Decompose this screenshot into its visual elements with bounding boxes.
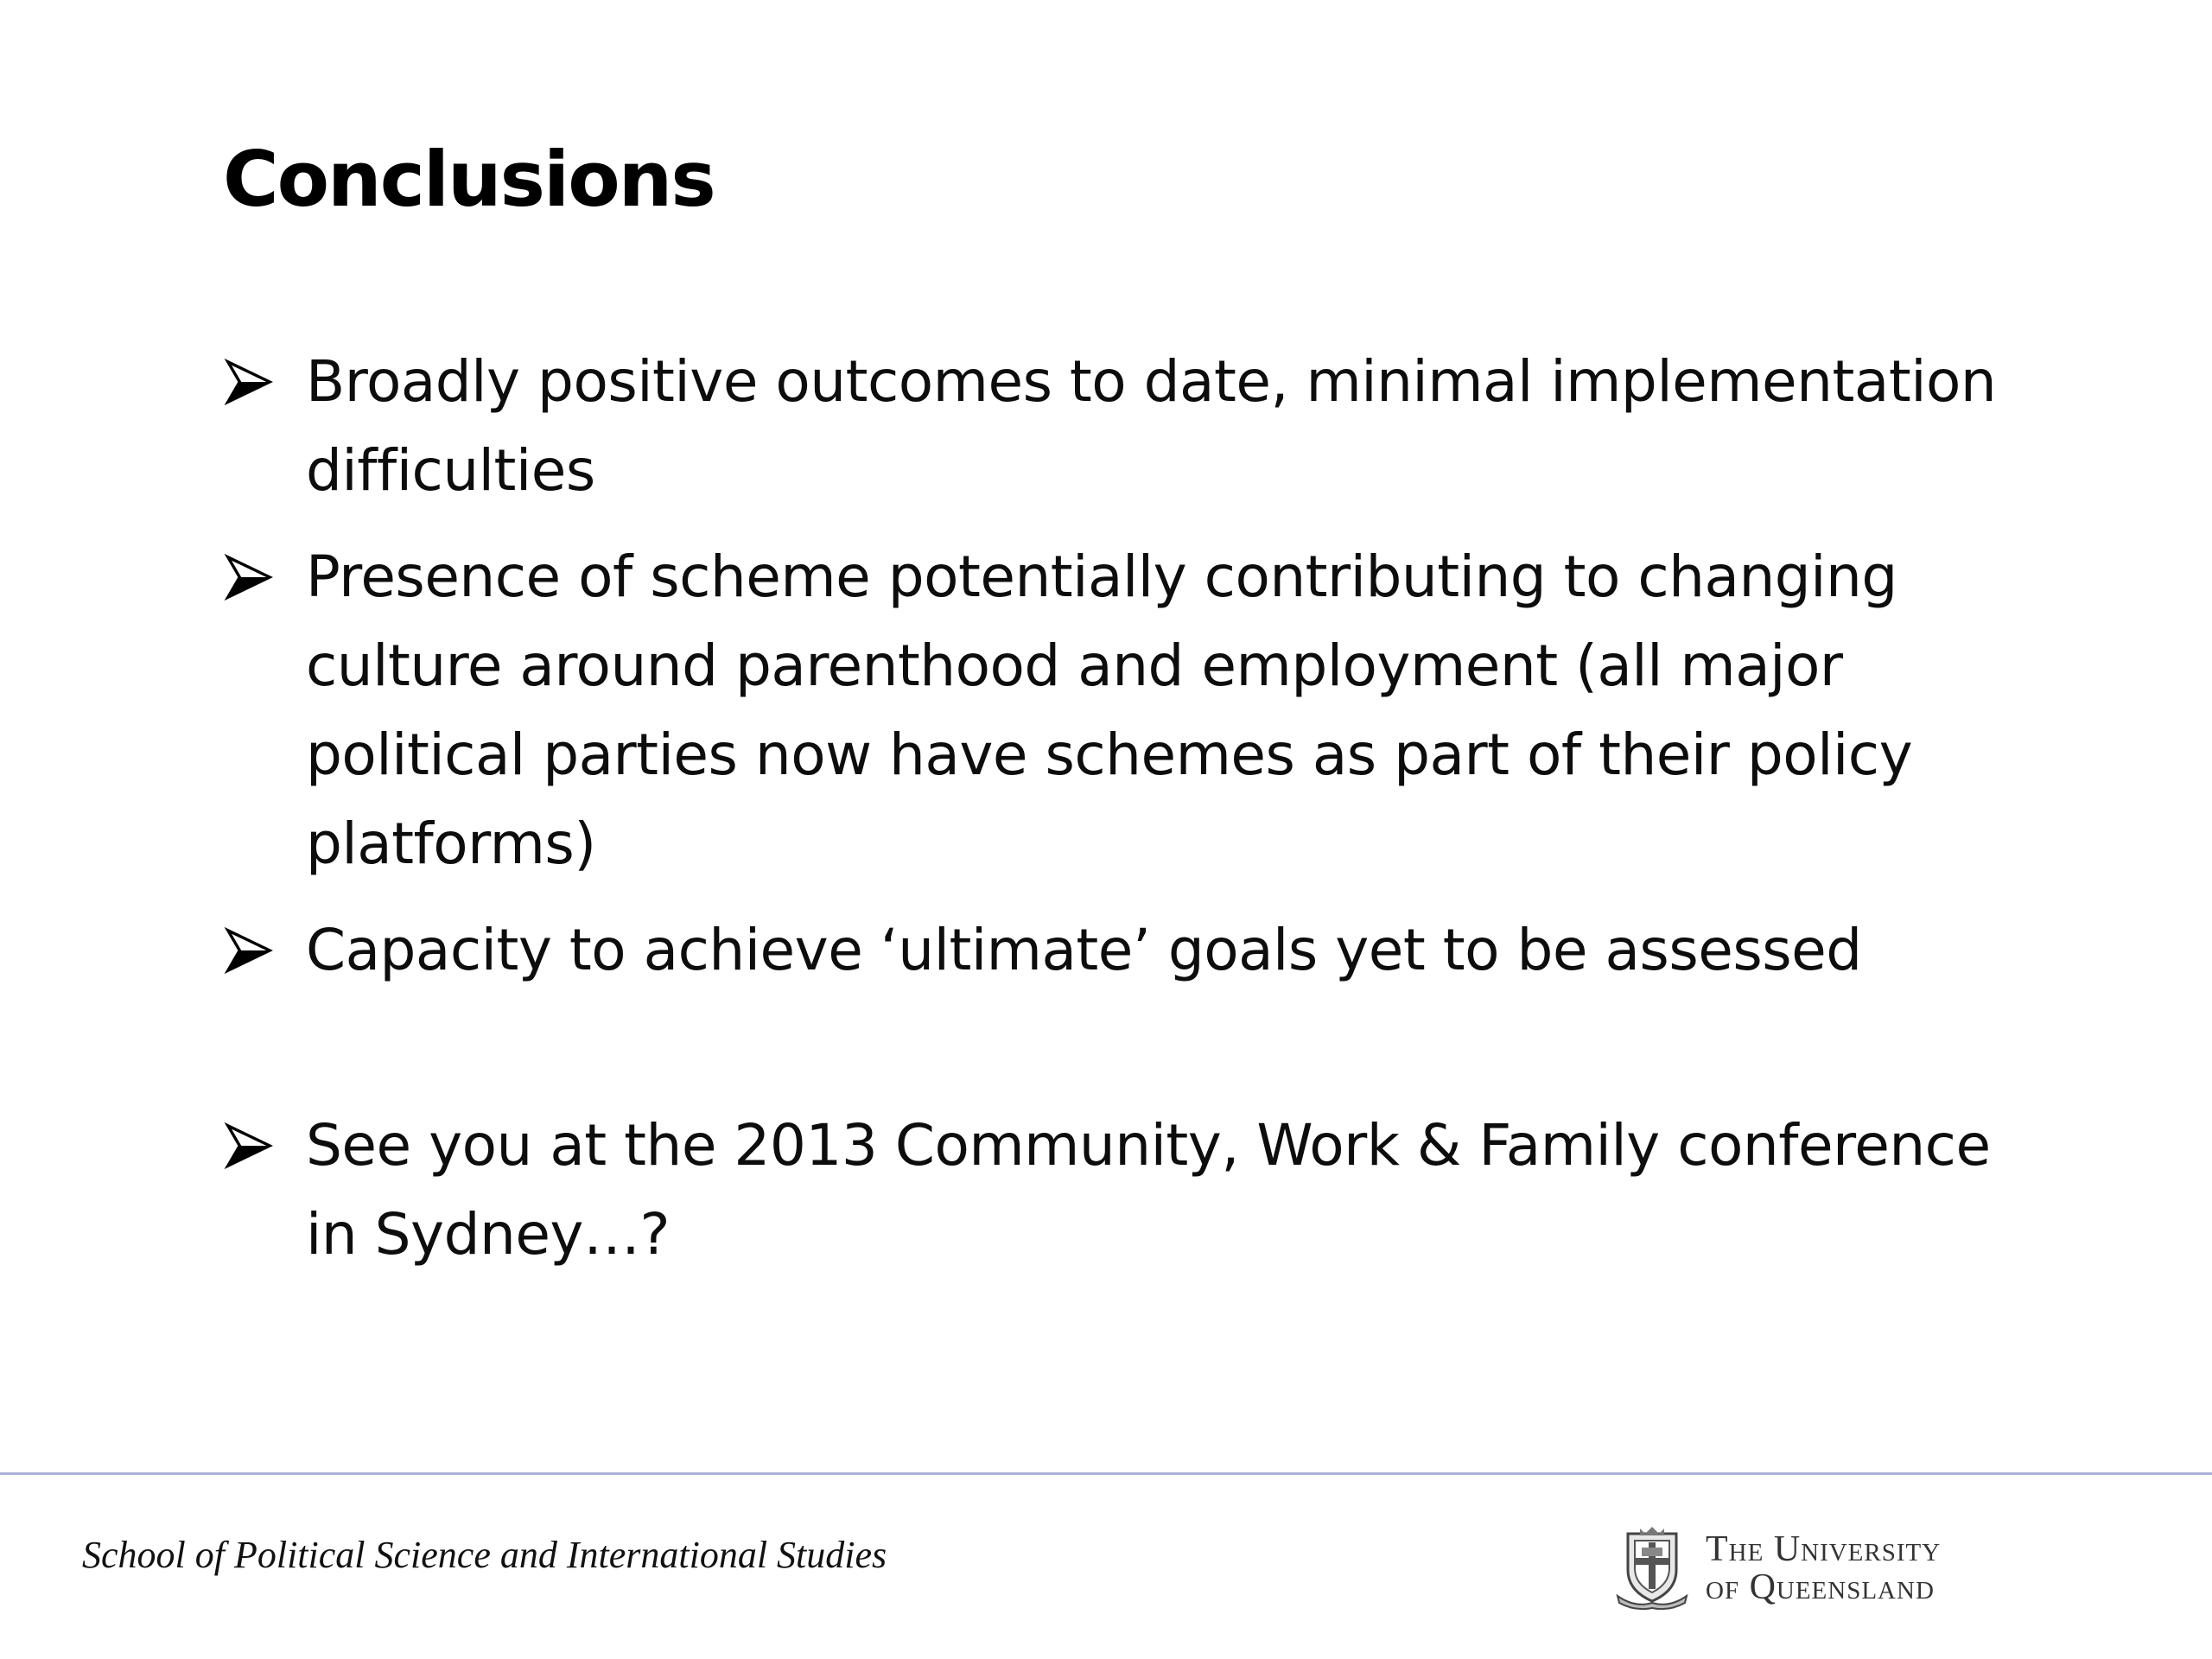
- arrow-bullet-icon: [223, 1101, 306, 1190]
- bullet-text: See you at the 2013 Community, Work & Family conference in Sydney…?: [306, 1112, 1991, 1268]
- arrow-bullet-icon: [223, 906, 306, 995]
- bullet-list: [223, 337, 2037, 1279]
- arrow-bullet-icon: [223, 337, 306, 426]
- footer-school-name: School of Political Science and International Studies: [82, 1534, 887, 1576]
- university-logo: [1609, 1521, 1998, 1616]
- university-name-line1: The University: [1706, 1529, 1942, 1569]
- bullet-text: Broadly positive outcomes to date, minimal implementation difficulties: [306, 348, 1997, 504]
- bullet-item: [223, 337, 2037, 515]
- bullet-item: [223, 906, 2037, 995]
- university-name-line2: of Queensland: [1706, 1567, 1935, 1607]
- arrow-bullet-icon: [223, 532, 306, 621]
- slide-title: Conclusions: [223, 135, 715, 224]
- footer-divider: [0, 1472, 2212, 1475]
- bullet-text: Presence of scheme potentially contributing to changing culture around parenthood and employment (all major political parties now have schemes as part of their policy platforms): [306, 543, 1913, 877]
- bullet-item: [223, 532, 2037, 888]
- bullet-item: [223, 1101, 2037, 1279]
- university-wordmark: [1706, 1530, 1941, 1606]
- university-crest-icon: [1609, 1525, 1695, 1611]
- bullet-text: Capacity to achieve ‘ultimate’ goals yet to be assessed: [306, 917, 1862, 983]
